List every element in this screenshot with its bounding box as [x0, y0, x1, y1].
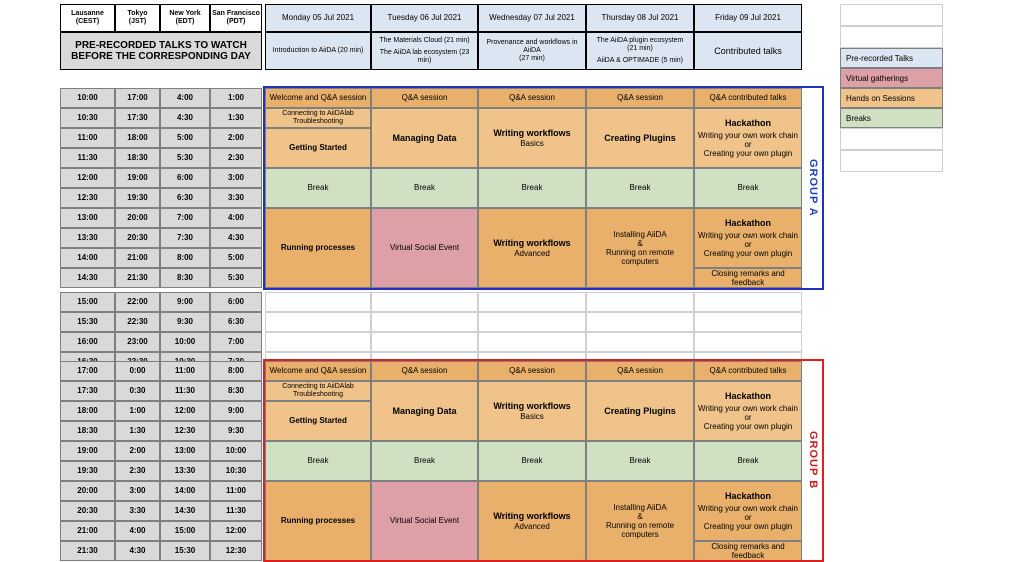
session-running-processes-monday-b: Running processes [265, 481, 371, 561]
session-writing-advanced-wednesday-a [478, 208, 586, 288]
time-san-francisco: 4:30 [210, 228, 262, 248]
day-header-tuesday: Tuesday 06 Jul 2021 [371, 4, 478, 32]
time-tokyo: 0:00 [115, 361, 160, 381]
time-tokyo: 23:00 [115, 332, 160, 352]
empty-cell [478, 292, 586, 312]
time-san-francisco: 9:30 [210, 421, 262, 441]
session-writing-advanced-wednesday-b [478, 481, 586, 561]
session-line: Troubleshooting [293, 391, 343, 398]
time-san-francisco: 3:00 [210, 168, 262, 188]
session-break-tuesday-a: Break [371, 168, 478, 208]
time-lausanne: 12:00 [60, 168, 115, 188]
empty-cell [478, 332, 586, 352]
session-virtual-social-tuesday-b: Virtual Social Event [371, 481, 478, 561]
time-san-francisco: 11:00 [210, 481, 262, 501]
session-line: or [744, 240, 752, 250]
time-lausanne: 10:30 [60, 108, 115, 128]
session-virtual-social-tuesday-a: Virtual Social Event [371, 208, 478, 288]
session-welcome-qa-monday-a: Welcome and Q&A session [265, 88, 371, 108]
empty-cell [694, 312, 802, 332]
timezone-header-lausanne [60, 4, 115, 32]
time-lausanne: 20:30 [60, 501, 115, 521]
tz-zone: (JST) [128, 18, 147, 25]
time-tokyo: 0:30 [115, 381, 160, 401]
empty-cell [586, 312, 694, 332]
time-new-york: 5:30 [160, 148, 210, 168]
session-closing-friday-a: Closing remarks and feedback [694, 268, 802, 288]
session-title: Writing workflows [493, 511, 571, 522]
session-title: Hackathon [724, 117, 771, 128]
session-break-tuesday-b: Break [371, 441, 478, 481]
session-line: Writing your own work chain [698, 230, 798, 240]
session-connecting-monday-b [265, 381, 371, 401]
tz-zone: (PDT) [226, 18, 246, 25]
session-qa-tuesday-a: Q&A session [371, 88, 478, 108]
empty-cell [840, 26, 943, 48]
prerecorded-line: The AiiDA plugin ecosystem [596, 37, 684, 45]
time-lausanne: 21:00 [60, 521, 115, 541]
time-new-york: 15:30 [160, 541, 210, 561]
session-qa-wednesday-a: Q&A session [478, 88, 586, 108]
time-san-francisco: 5:00 [210, 248, 262, 268]
time-new-york: 6:30 [160, 188, 210, 208]
time-san-francisco: 8:30 [210, 381, 262, 401]
time-tokyo: 22:30 [115, 312, 160, 332]
session-title: Hackathon [724, 390, 771, 401]
prerecorded-tuesday [371, 32, 478, 70]
empty-cell [840, 150, 943, 172]
time-tokyo: 1:00 [115, 401, 160, 421]
time-lausanne: 18:30 [60, 421, 115, 441]
session-welcome-qa-monday-b: Welcome and Q&A session [265, 361, 371, 381]
time-lausanne: 14:30 [60, 268, 115, 288]
tz-zone: (EDT) [175, 18, 195, 25]
tz-city: Tokyo [127, 9, 148, 17]
empty-cell [840, 4, 943, 26]
session-line: Installing AiiDA [613, 502, 667, 512]
empty-cell [840, 128, 943, 150]
legend-breaks [840, 108, 943, 128]
time-tokyo: 18:30 [115, 148, 160, 168]
time-san-francisco: 4:00 [210, 208, 262, 228]
session-writing-basics-wednesday-a [478, 108, 586, 168]
time-new-york: 7:30 [160, 228, 210, 248]
session-qa-wednesday-b: Q&A session [478, 361, 586, 381]
session-break-monday-b: Break [265, 441, 371, 481]
session-line: Creating your own plugin [703, 522, 793, 532]
time-tokyo: 20:00 [115, 208, 160, 228]
session-title: Hackathon [724, 217, 771, 228]
time-new-york: 14:00 [160, 481, 210, 501]
time-tokyo: 17:30 [115, 108, 160, 128]
session-break-thursday-a: Break [586, 168, 694, 208]
time-tokyo: 4:30 [115, 541, 160, 561]
session-break-wednesday-a: Break [478, 168, 586, 208]
day-header-friday: Friday 09 Jul 2021 [694, 4, 802, 32]
group-b-label: GROUP B [807, 431, 819, 490]
legend-label: Hands on Sessions [846, 93, 915, 103]
prerecorded-line: Introduction to AiiDA (20 min) [272, 46, 364, 54]
timezone-header-new-york [160, 4, 210, 32]
time-tokyo: 18:00 [115, 128, 160, 148]
empty-cell [478, 312, 586, 332]
time-san-francisco: 10:30 [210, 461, 262, 481]
empty-cell [265, 292, 371, 312]
session-break-friday-b: Break [694, 441, 802, 481]
legend-label: Breaks [846, 113, 871, 123]
day-header-monday: Monday 05 Jul 2021 [265, 4, 371, 32]
time-lausanne: 12:30 [60, 188, 115, 208]
session-line: or [744, 513, 752, 523]
session-running-processes-monday-a: Running processes [265, 208, 371, 288]
legend-hands-on-sessions [840, 88, 943, 108]
session-subtitle: Advanced [514, 521, 550, 531]
time-san-francisco: 12:00 [210, 521, 262, 541]
time-tokyo: 3:00 [115, 481, 160, 501]
time-san-francisco: 6:30 [210, 312, 262, 332]
day-header-wednesday: Wednesday 07 Jul 2021 [478, 4, 586, 32]
session-managing-data-tuesday-a: Managing Data [371, 108, 478, 168]
time-tokyo: 20:30 [115, 228, 160, 248]
time-lausanne: 11:30 [60, 148, 115, 168]
session-title: Writing workflows [493, 401, 571, 412]
session-qa-tuesday-b: Q&A session [371, 361, 478, 381]
time-tokyo: 17:00 [115, 88, 160, 108]
session-hackathon-friday-a [694, 108, 802, 168]
time-tokyo: 19:00 [115, 168, 160, 188]
time-lausanne: 15:00 [60, 292, 115, 312]
session-line: Creating your own plugin [703, 149, 793, 159]
session-break-thursday-b: Break [586, 441, 694, 481]
time-san-francisco: 7:00 [210, 332, 262, 352]
time-san-francisco: 9:00 [210, 401, 262, 421]
empty-cell [694, 332, 802, 352]
session-line: Troubleshooting [293, 118, 343, 125]
legend-label: Pre-recorded Talks [846, 53, 913, 63]
session-title: Writing workflows [493, 128, 571, 139]
prerecorded-banner [60, 32, 262, 70]
time-tokyo: 22:00 [115, 292, 160, 312]
time-tokyo: 21:00 [115, 248, 160, 268]
time-new-york: 12:00 [160, 401, 210, 421]
empty-cell [265, 332, 371, 352]
prerecorded-line: The Materials Cloud (21 min) [379, 36, 470, 44]
session-line: or [744, 140, 752, 150]
time-san-francisco: 8:00 [210, 361, 262, 381]
time-lausanne: 11:00 [60, 128, 115, 148]
legend-virtual-gatherings [840, 68, 943, 88]
time-lausanne: 10:00 [60, 88, 115, 108]
time-lausanne: 16:00 [60, 332, 115, 352]
prerecorded-line: Provenance and workflows in AiiDA [486, 38, 578, 54]
session-line: Writing your own work chain [698, 130, 798, 140]
session-line: Connecting to AiiDAlab [282, 109, 354, 117]
time-new-york: 10:00 [160, 332, 210, 352]
session-getting-started-monday-a: Getting Started [265, 128, 371, 168]
time-san-francisco: 11:30 [210, 501, 262, 521]
time-lausanne: 17:30 [60, 381, 115, 401]
prerecorded-thursday [586, 32, 694, 70]
session-subtitle: Basics [520, 138, 544, 148]
session-line: Running on remote computers [605, 248, 675, 267]
time-new-york: 8:30 [160, 268, 210, 288]
time-lausanne: 14:00 [60, 248, 115, 268]
prerecorded-line: (21 min) [627, 45, 653, 53]
time-lausanne: 19:30 [60, 461, 115, 481]
empty-cell [371, 292, 478, 312]
time-new-york: 11:00 [160, 361, 210, 381]
session-creating-plugins-thursday-b: Creating Plugins [586, 381, 694, 441]
session-closing-friday-b: Closing remarks and feedback [694, 541, 802, 561]
session-break-friday-a: Break [694, 168, 802, 208]
session-line: Creating your own plugin [703, 422, 793, 432]
tz-city: Lausanne [71, 9, 104, 17]
day-header-thursday: Thursday 08 Jul 2021 [586, 4, 694, 32]
session-subtitle: Basics [520, 411, 544, 421]
prerecorded-line: Contributed talks [714, 45, 782, 56]
session-creating-plugins-thursday-a: Creating Plugins [586, 108, 694, 168]
time-san-francisco: 1:30 [210, 108, 262, 128]
time-new-york: 5:00 [160, 128, 210, 148]
session-connecting-monday-a [265, 108, 371, 128]
session-line: Writing your own work chain [698, 503, 798, 513]
session-break-wednesday-b: Break [478, 441, 586, 481]
time-lausanne: 15:30 [60, 312, 115, 332]
time-lausanne: 20:00 [60, 481, 115, 501]
time-san-francisco: 12:30 [210, 541, 262, 561]
timezone-header-tokyo [115, 4, 160, 32]
session-line: Creating your own plugin [703, 249, 793, 259]
time-new-york: 9:00 [160, 292, 210, 312]
session-hackathon-friday-b [694, 381, 802, 441]
time-new-york: 13:30 [160, 461, 210, 481]
time-san-francisco: 5:30 [210, 268, 262, 288]
session-qa-contributed-friday-a: Q&A contributed talks [694, 88, 802, 108]
session-installing-running-thursday-b [586, 481, 694, 561]
time-tokyo: 1:30 [115, 421, 160, 441]
time-san-francisco: 3:30 [210, 188, 262, 208]
time-tokyo: 4:00 [115, 521, 160, 541]
session-qa-contributed-friday-b: Q&A contributed talks [694, 361, 802, 381]
time-new-york: 6:00 [160, 168, 210, 188]
session-title: Writing workflows [493, 238, 571, 249]
time-tokyo: 3:30 [115, 501, 160, 521]
empty-cell [586, 332, 694, 352]
time-lausanne: 19:00 [60, 441, 115, 461]
tz-city: San Francisco [212, 9, 260, 17]
session-line: Installing AiiDA [613, 229, 667, 239]
time-lausanne: 17:00 [60, 361, 115, 381]
time-san-francisco: 10:00 [210, 441, 262, 461]
session-line: Writing your own work chain [698, 403, 798, 413]
session-getting-started-monday-b: Getting Started [265, 401, 371, 441]
time-lausanne: 21:30 [60, 541, 115, 561]
time-tokyo: 2:30 [115, 461, 160, 481]
time-san-francisco: 2:30 [210, 148, 262, 168]
session-line: Connecting to AiiDAlab [282, 382, 354, 390]
time-tokyo: 19:30 [115, 188, 160, 208]
time-lausanne: 13:00 [60, 208, 115, 228]
time-new-york: 13:00 [160, 441, 210, 461]
time-new-york: 12:30 [160, 421, 210, 441]
prerecorded-line: AiiDA & OPTIMADE (5 min) [597, 56, 683, 64]
session-subtitle: Advanced [514, 248, 550, 258]
session-line: & [637, 511, 643, 521]
time-new-york: 4:00 [160, 88, 210, 108]
session-hackathon2-friday-a [694, 208, 802, 268]
time-new-york: 8:00 [160, 248, 210, 268]
session-line: Running on remote computers [605, 521, 675, 540]
time-lausanne: 18:00 [60, 401, 115, 421]
time-tokyo: 21:30 [115, 268, 160, 288]
time-san-francisco: 6:00 [210, 292, 262, 312]
session-installing-running-thursday-a [586, 208, 694, 288]
empty-cell [694, 292, 802, 312]
prerecorded-monday [265, 32, 371, 70]
time-new-york: 14:30 [160, 501, 210, 521]
empty-cell [371, 332, 478, 352]
tz-city: New York [169, 9, 201, 17]
prerecorded-line: The AiiDA lab ecosystem (23 min) [379, 48, 470, 65]
time-lausanne: 13:30 [60, 228, 115, 248]
session-hackathon2-friday-b [694, 481, 802, 541]
time-new-york: 11:30 [160, 381, 210, 401]
time-new-york: 9:30 [160, 312, 210, 332]
session-break-monday-a: Break [265, 168, 371, 208]
empty-cell [265, 312, 371, 332]
empty-cell [371, 312, 478, 332]
prerecorded-line: (27 min) [519, 55, 545, 63]
time-tokyo: 2:00 [115, 441, 160, 461]
session-qa-thursday-a: Q&A session [586, 88, 694, 108]
time-new-york: 7:00 [160, 208, 210, 228]
tz-zone: (CEST) [75, 18, 100, 25]
prerecorded-banner-text: PRE-RECORDED TALKS TO WATCH BEFORE THE CORRESPONDING DAY [71, 39, 251, 62]
time-san-francisco: 1:00 [210, 88, 262, 108]
session-line: or [744, 413, 752, 423]
timezone-header-san-francisco [210, 4, 262, 32]
legend-prerecorded-talks [840, 48, 943, 68]
session-title: Hackathon [724, 490, 771, 501]
legend-label: Virtual gatherings [846, 73, 909, 83]
prerecorded-wednesday [478, 32, 586, 70]
group-a-label: GROUP A [807, 159, 819, 217]
session-writing-basics-wednesday-b [478, 381, 586, 441]
empty-cell [586, 292, 694, 312]
prerecorded-friday [694, 32, 802, 70]
session-line: & [637, 238, 643, 248]
session-managing-data-tuesday-b: Managing Data [371, 381, 478, 441]
time-new-york: 4:30 [160, 108, 210, 128]
time-new-york: 15:00 [160, 521, 210, 541]
time-san-francisco: 2:00 [210, 128, 262, 148]
session-qa-thursday-b: Q&A session [586, 361, 694, 381]
